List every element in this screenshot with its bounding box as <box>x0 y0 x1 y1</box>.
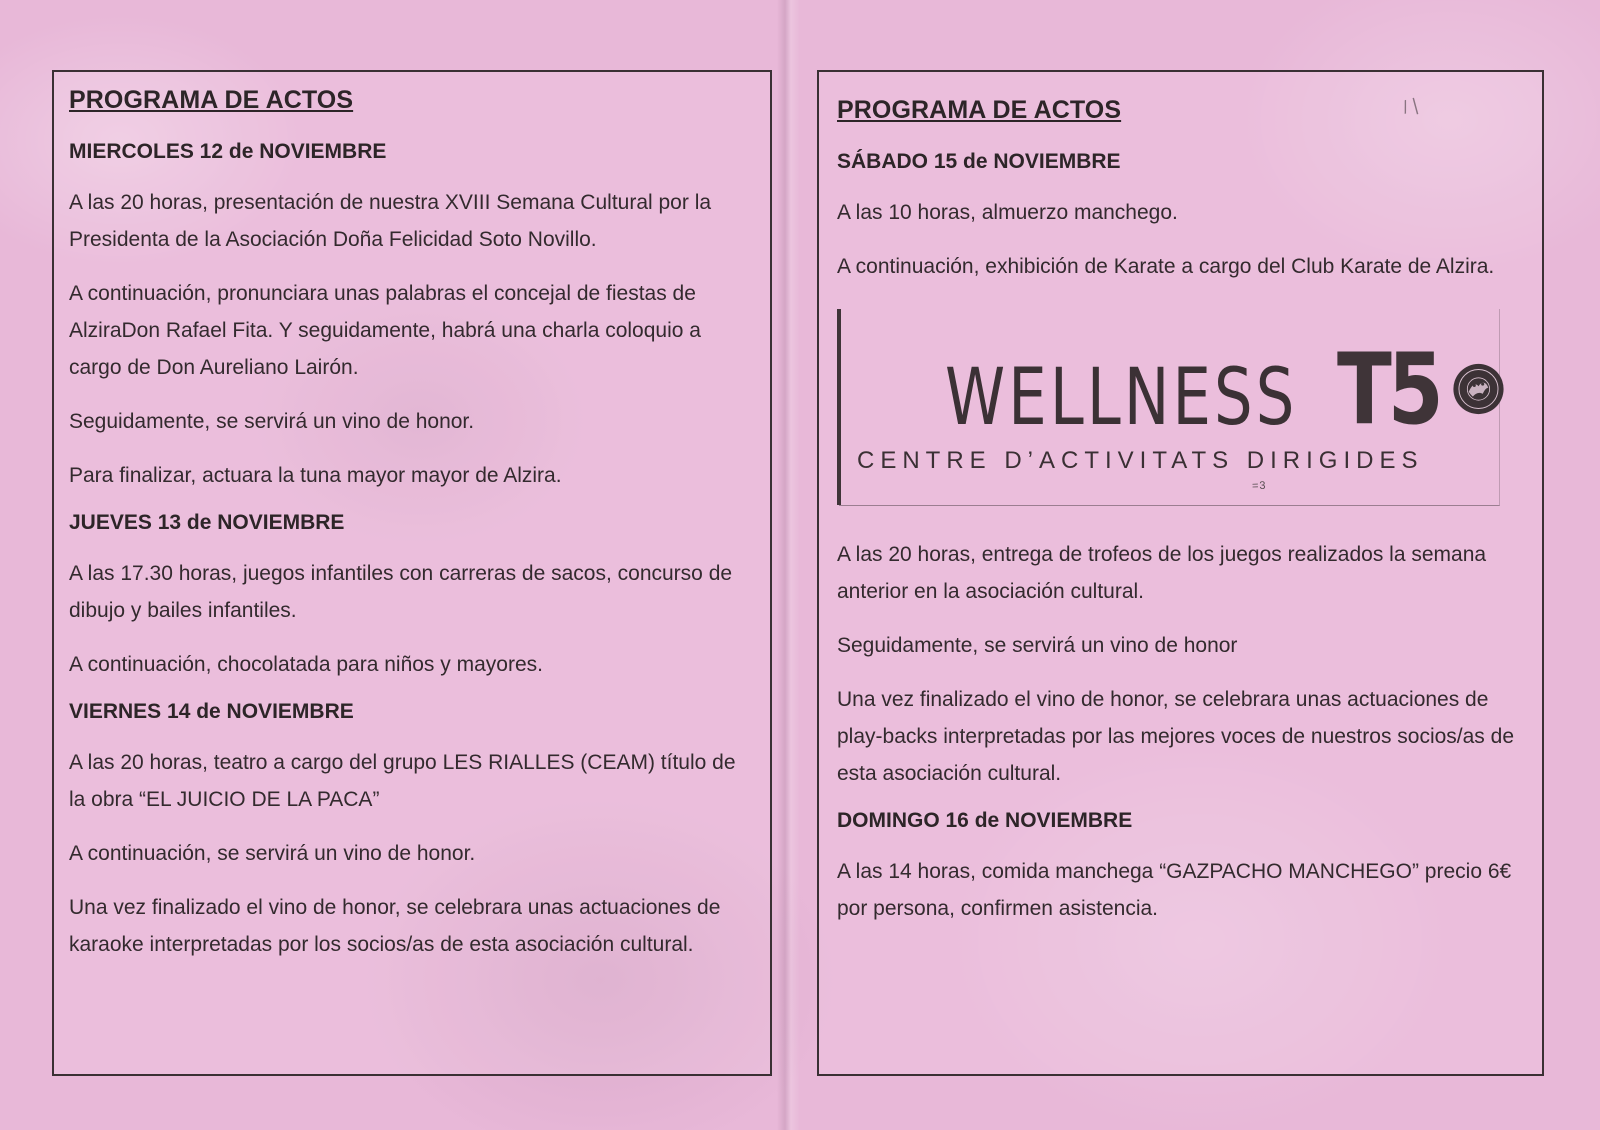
saturday-paragraph-2: A continuación, exhibición de Karate a cargo del Club Karate de Alzira. <box>837 255 1495 278</box>
sunday-paragraph-1: A las 14 horas, comida manchega “GAZPACHO MANCHEGO” precio 6€ por persona, confirmen asistencia. <box>837 860 1512 920</box>
friday-paragraph-1: A las 20 horas, teatro a cargo del grupo LES RIALLES (CEAM) título de la obra “EL JUICIO DE LA PACA” <box>69 751 736 811</box>
logo-t5-text: T5 <box>1336 332 1440 447</box>
sponsor-logo <box>837 302 1522 512</box>
right-panel-edge-mark: / | <box>1400 94 1420 118</box>
page-heading-right: PROGRAMA DE ACTOS <box>837 96 1122 124</box>
thursday-paragraph-2: A continuación, chocolatada para niños y mayores. <box>69 653 543 676</box>
wednesday-paragraph-3: Seguidamente, se servirá un vino de honor. <box>69 410 475 433</box>
wednesday-paragraph-2: A continuación, pronunciara unas palabras el concejal de fiestas de AlziraDon Rafael Fita. Y seguidamente, habrá una charla coloquio a cargo de Don Aureliano Lairón. <box>69 282 701 379</box>
day-heading-sunday: DOMINGO 16 de NOVIEMBRE <box>837 809 1133 832</box>
wednesday-paragraph-4: Para finalizar, actuara la tuna mayor mayor de Alzira. <box>69 464 562 487</box>
day-heading-friday: VIERNES 14 de NOVIEMBRE <box>69 700 354 723</box>
day-heading-thursday: JUEVES 13 de NOVIEMBRE <box>69 511 345 534</box>
logo-small-mark: =3 <box>1251 479 1267 493</box>
logo-main-line <box>945 317 1505 447</box>
friday-paragraph-3: Una vez finalizado el vino de honor, se celebrara unas actuaciones de karaoke interpretadas por los socios/as de esta asociación cultural. <box>69 896 721 956</box>
friday-paragraph-2: A continuación, se servirá un vino de honor. <box>69 842 476 865</box>
page-heading-left: PROGRAMA DE ACTOS <box>69 86 354 114</box>
right-program-panel <box>817 70 1544 1076</box>
wednesday-paragraph-1: A las 20 horas, presentación de nuestra XVIII Semana Cultural por la Presidenta de la Asociación Doña Felicidad Soto Novillo. <box>69 191 712 251</box>
saturday-paragraph-5: Una vez finalizado el vino de honor, se celebrara unas actuaciones de play-backs interpretadas por las mejores voces de nuestros socios/as de esta asociación cultural. <box>837 688 1515 785</box>
day-heading-wednesday: MIERCOLES 12 de NOVIEMBRE <box>69 140 387 163</box>
saturday-paragraph-4: Seguidamente, se servirá un vino de honor <box>837 634 1238 657</box>
day-heading-saturday: SÁBADO 15 de NOVIEMBRE <box>837 150 1121 173</box>
thursday-paragraph-1: A las 17.30 horas, juegos infantiles con carreras de sacos, concurso de dibujo y bailes infantiles. <box>69 562 733 622</box>
saturday-paragraph-3: A las 20 horas, entrega de trofeos de los juegos realizados la semana anterior en la asociación cultural. <box>837 543 1487 603</box>
left-program-panel <box>52 70 772 1076</box>
logo-wellness-text: WELLNESS <box>945 353 1298 443</box>
saturday-paragraph-1: A las 10 horas, almuerzo manchego. <box>837 201 1178 224</box>
karate-seal-icon <box>1452 351 1505 427</box>
logo-subtitle: CENTRE D’ACTIVITATS DIRIGIDES <box>857 447 1424 474</box>
